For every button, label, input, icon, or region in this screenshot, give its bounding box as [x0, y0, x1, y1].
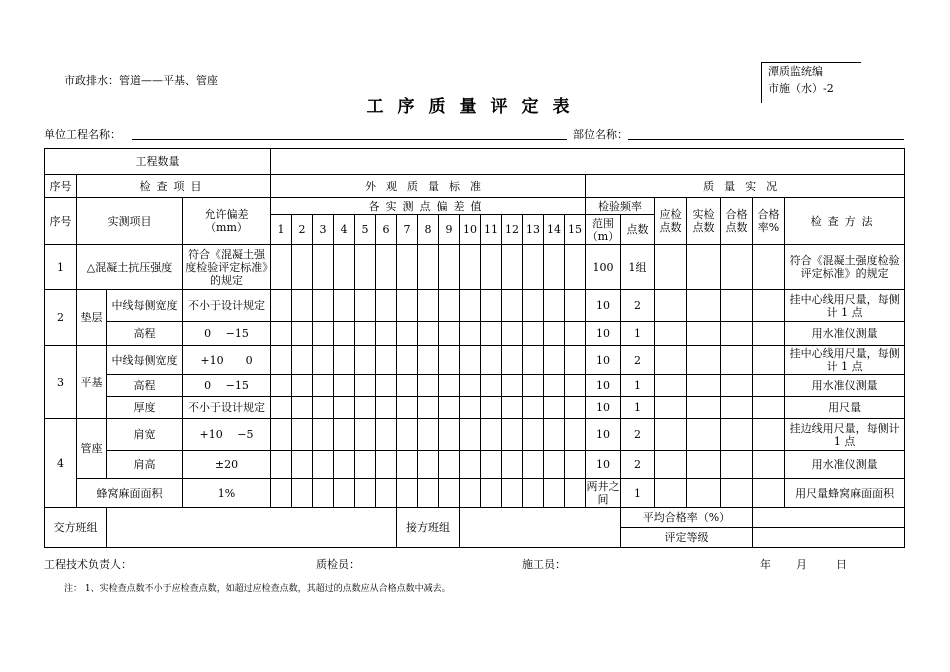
check-item-header: 检查项目	[77, 175, 271, 198]
row-scope: 10	[586, 451, 621, 479]
quality-table	[44, 148, 905, 548]
should-l2: 点数	[659, 221, 682, 234]
project-qty-label: 工程数量	[45, 149, 271, 175]
row-count: 1	[621, 397, 655, 419]
row-no: 1	[45, 245, 77, 290]
actual-l2: 点数	[692, 221, 715, 234]
col-6: 6	[376, 215, 397, 245]
row-tolerance: 符合《混凝土强度检验评定标准》的规定	[183, 245, 271, 290]
col-11: 11	[481, 215, 502, 245]
row-item: △混凝土抗压强度	[77, 245, 183, 290]
row-no: 4	[45, 419, 77, 508]
row-method: 挂中心线用尺量，每侧计 1 点	[785, 290, 905, 322]
row-no: 3	[45, 346, 77, 419]
col-7: 7	[397, 215, 418, 245]
rate-l2: 率%	[757, 221, 780, 234]
row-no: 2	[45, 290, 77, 346]
row-method: 挂中心线用尺量，每侧计 1 点	[785, 346, 905, 375]
col-1: 1	[271, 215, 292, 245]
receiver-team-field[interactable]	[460, 508, 621, 548]
method-header: 检查方法	[785, 198, 905, 245]
form-code-line1: 潭质监统编	[768, 65, 823, 78]
scope-l2: （m）	[586, 229, 620, 243]
row-item: 高程	[107, 375, 183, 397]
project-qty-value[interactable]	[271, 149, 905, 175]
row-tolerance: 不小于设计规定	[183, 290, 271, 322]
row-item: 高程	[107, 322, 183, 346]
col-13: 13	[523, 215, 544, 245]
row-scope: 两井之间	[586, 480, 620, 506]
unit-project-field[interactable]	[132, 139, 567, 140]
row-item: 中线每侧宽度	[107, 346, 183, 375]
row-method: 用尺量	[785, 397, 905, 419]
col-2: 2	[292, 215, 313, 245]
measure-item-header: 实测项目	[77, 198, 183, 245]
row-item: 肩宽	[107, 419, 183, 451]
avg-pass-rate-field[interactable]	[753, 508, 905, 528]
avg-pass-rate-label: 平均合格率（%）	[621, 508, 753, 528]
row-method: 用水准仪测量	[785, 322, 905, 346]
table-row	[45, 290, 905, 322]
seq-header-2: 序号	[45, 198, 77, 245]
row-method: 用尺量蜂窝麻面面积	[785, 479, 905, 508]
should-check-header	[655, 198, 687, 245]
category-label: 市政排水：管道——平基、管座	[64, 74, 218, 87]
row-tolerance: 0 −15	[183, 322, 271, 346]
actual-check-header	[687, 198, 721, 245]
appearance-header: 外观质量标准	[271, 175, 586, 198]
col-10: 10	[460, 215, 481, 245]
month-label: 月	[796, 558, 807, 571]
scope-header	[586, 215, 621, 245]
table-row	[45, 245, 905, 290]
col-9: 9	[439, 215, 460, 245]
grade-label: 评定等级	[621, 528, 753, 548]
row-count: 1	[621, 322, 655, 346]
col-5: 5	[355, 215, 376, 245]
tolerance-header-l1: 允许偏差	[204, 208, 249, 221]
row-count: 1组	[621, 245, 655, 290]
row-method: 挂边线用尺量，每侧计 1 点	[785, 419, 905, 451]
handover-team-label: 交方班组	[45, 508, 107, 548]
scope-l1: 范围	[592, 216, 614, 230]
tolerance-header-l2: （mm）	[205, 221, 248, 234]
col-15: 15	[565, 215, 586, 245]
receiver-team-label: 接方班组	[397, 508, 460, 548]
row-count: 2	[621, 346, 655, 375]
seq-header: 序号	[45, 175, 77, 198]
row-group: 平基	[77, 346, 107, 419]
col-8: 8	[418, 215, 439, 245]
row-item: 中线每侧宽度	[107, 290, 183, 322]
row-item: 肩高	[107, 451, 183, 479]
row-tolerance: 1%	[183, 479, 271, 508]
row-scope: 10	[586, 290, 621, 322]
pass-count-header	[721, 198, 753, 245]
page-title: 工序质量评定表	[366, 97, 584, 117]
table-row	[45, 375, 905, 397]
row-method: 符合《混凝土强度检验评定标准》的规定	[785, 245, 905, 290]
freq-header: 检验频率	[586, 198, 655, 215]
table-row	[45, 322, 905, 346]
row-count: 2	[621, 290, 655, 322]
row-scope: 10	[586, 419, 621, 451]
rate-l1: 合格	[757, 208, 780, 221]
unit-project-label: 单位工程名称：	[44, 128, 121, 141]
table-row	[45, 451, 905, 479]
points-dev-header: 各实测点偏差值	[271, 198, 586, 215]
col-12: 12	[502, 215, 523, 245]
row-scope: 10	[586, 322, 621, 346]
handover-team-field[interactable]	[107, 508, 397, 548]
part-name-field[interactable]	[628, 139, 904, 140]
inspector-label: 质检员：	[316, 558, 360, 571]
row-method: 用水准仪测量	[785, 375, 905, 397]
row-tolerance: 不小于设计规定	[183, 397, 271, 419]
row-item: 厚度	[107, 397, 183, 419]
col-4: 4	[334, 215, 355, 245]
year-label: 年	[760, 558, 771, 571]
pass-l1: 合格	[725, 208, 748, 221]
should-l1: 应检	[659, 208, 682, 221]
row-count: 2	[621, 451, 655, 479]
col-3: 3	[313, 215, 334, 245]
part-name-label: 部位名称：	[573, 128, 628, 141]
tech-lead-label: 工程技术负责人：	[44, 558, 132, 571]
day-label: 日	[836, 558, 847, 571]
row-count: 2	[621, 419, 655, 451]
col-14: 14	[544, 215, 565, 245]
row-tolerance: +10 −5	[183, 419, 271, 451]
row-method: 用水准仪测量	[785, 451, 905, 479]
row-scope: 10	[586, 397, 621, 419]
row-tolerance: ±20	[183, 451, 271, 479]
pass-l2: 点数	[725, 221, 748, 234]
grade-field[interactable]	[753, 528, 905, 548]
row-tolerance: 0 −15	[183, 375, 271, 397]
count-header: 点数	[621, 215, 655, 245]
row-group: 垫层	[77, 290, 107, 346]
actual-l1: 实检	[692, 208, 715, 221]
row-scope: 10	[586, 375, 621, 397]
pass-rate-header	[753, 198, 785, 245]
quality-actual-header: 质量实况	[586, 175, 905, 198]
builder-label: 施工员：	[522, 558, 566, 571]
table-row	[45, 397, 905, 419]
form-code-line2: 市施（水）-2	[768, 82, 834, 95]
table-row	[45, 346, 905, 375]
table-row	[45, 479, 905, 508]
row-group: 管座	[77, 419, 107, 479]
note-text: 注： 1、实检查点数不小于应检查点数，如超过应检查点数，其超过的点数应从合格点数中减去。	[64, 584, 451, 594]
table-row	[45, 419, 905, 451]
row-count: 1	[621, 479, 655, 508]
row-item: 蜂窝麻面面积	[77, 479, 183, 508]
row-scope: 10	[586, 346, 621, 375]
row-count: 1	[621, 375, 655, 397]
row-scope: 100	[586, 245, 621, 290]
tolerance-header	[183, 198, 271, 245]
row-tolerance: +10 0	[183, 346, 271, 375]
